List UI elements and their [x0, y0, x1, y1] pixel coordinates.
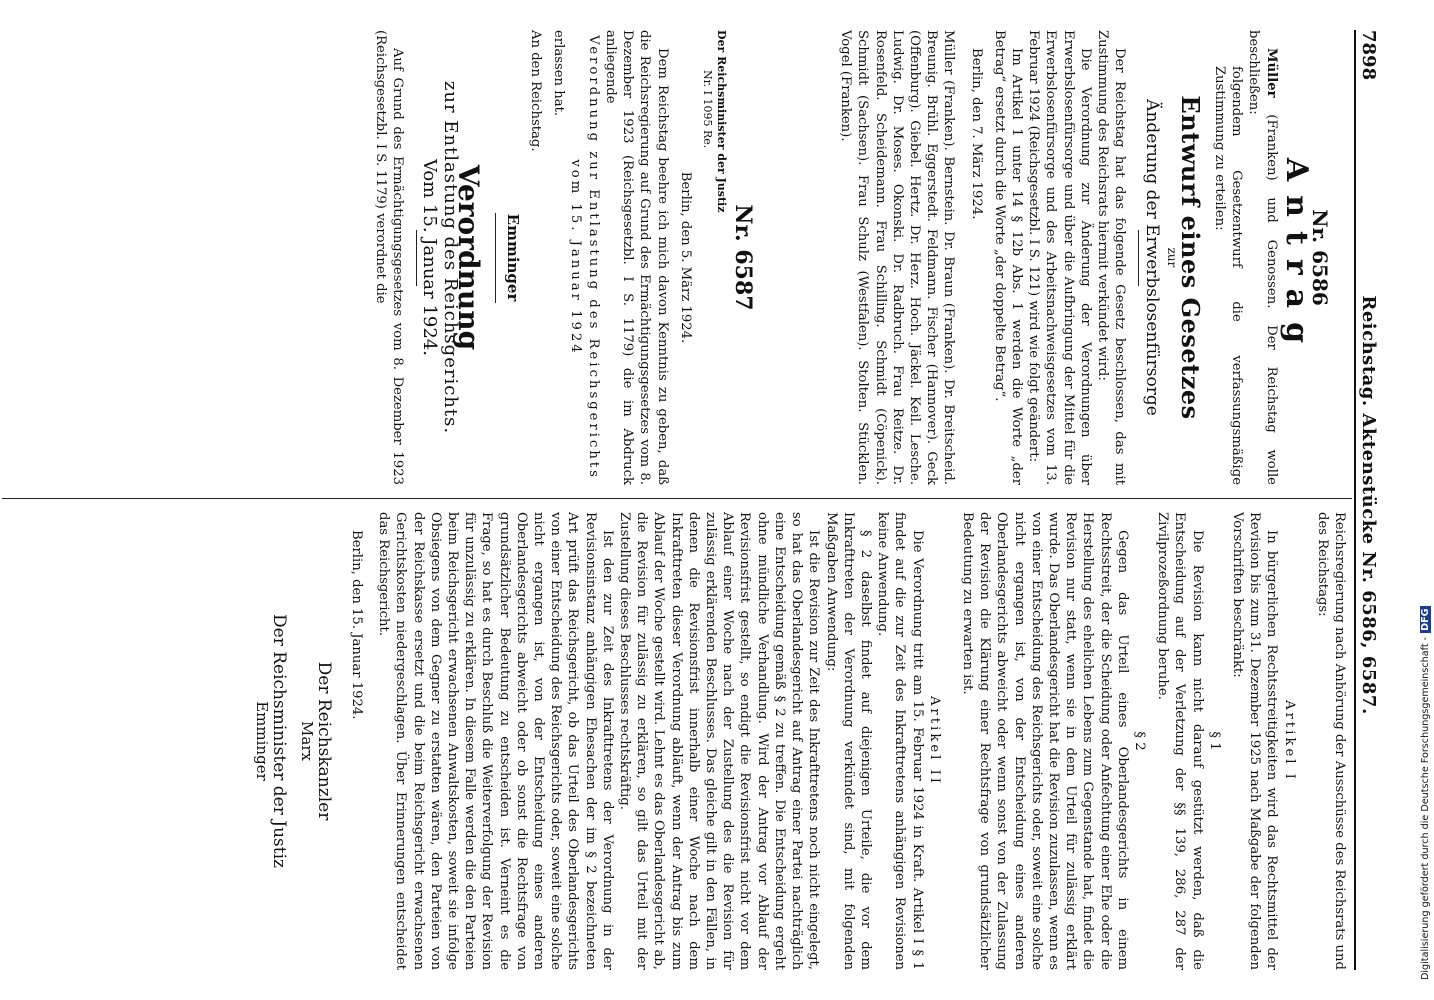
digitization-note — [1420, 20, 1432, 980]
artikel-1-heading: Artikel I — [1281, 700, 1297, 782]
paragraph-4: Dem Reichstag beehre ich mich davon Kenntnis zu geben, daß die Reichsregierung auf Grund des Ermächtigungsgesetzes vom 8. Dezember 1923 (Reichsgesetzbl. I S. 1179) die im Abdruck anliegende — [602, 30, 670, 485]
verordnung-date: Vom 15. Januar 1924. — [419, 158, 441, 357]
header-rule — [1354, 30, 1356, 970]
signature-rule — [495, 213, 496, 303]
paragraph-3: Im Artikel 1 unter 14 § 12b Abs. 1 werden die Worte „der Betrag“ ersetzt durch die Worte „der doppelte Betrag“. — [991, 30, 1024, 485]
signatories: Müller (Franken). Bernstein. Dr. Braun (Franken). Dr. Breitscheid. Breunig. Brühl. Eggerstedt. Feldmann. Fischer (Hannover). Geck (Offenburg). Giebel. Hertz. Dr. Herz. Hoch. Jäckel. Keil. Lesche. Ludwig. Dr. Moses. Okonski. Dr. Radbruch. Frau Reitze. Dr. Rosenfeld. Scheidemann. Frau Schilling. Schmidt (Cöpenick). Schmidt (Sachsen). Frau Schulz (Westfalen). Stolten. Stücklen. Vogel (Franken). — [838, 30, 957, 485]
running-title: Reichstag. Aktenstücke Nr. 6586, 6587. — [1358, 295, 1379, 715]
artikel-2-heading: Artikel II — [926, 696, 942, 786]
section-rule — [1138, 230, 1139, 286]
section-2-heading: § 2 — [1131, 731, 1147, 751]
paragraph-1: Der Reichstag hat das folgende Gesetz beschlossen, das mit Zustimmung des Reichsrats hiermit verkündet wird: — [1094, 30, 1128, 485]
justice-minister-title: Der Reichsminister der Justiz — [269, 614, 290, 868]
verordnung-subtitle: zur Entlastung des Reichsgerichts. — [440, 80, 462, 435]
chancellor-name: Marx — [297, 721, 316, 761]
place-date-2: Berlin, den 5. März 1924. — [677, 171, 693, 344]
right-column — [253, 512, 1348, 970]
digitization-text: Digitalisierung gefördert durch die Deutsche Forschungsgemeinschaft - — [1420, 636, 1431, 980]
dfg-logo: DFG — [1420, 608, 1431, 631]
reference-number: Nr. I 1095 Re. — [700, 70, 714, 149]
artikel-2-paragraph-3: Ist die Revision zur Zeit des Inkrafttretens noch nicht eingelegt, so hat das Oberlandesgericht auf Antrag einer Partei nachträglich eine Entscheidung gemäß § 2 zu treffen. Die Entscheidung ergeht ohne mündliche Verhandlung. Wird der Antrag vor Ablauf der Revisionsfrist gestellt, so endigt die Revisionsfrist nicht vor dem Ablauf einer Woche nach der Zustellung des die Revision für zulässig erklärenden Beschlusses. Das gleiche gilt in den Fällen, in denen die Revisionsfrist innerhalb einer Woche nach dem Inkrafttreten dieser Verordnung abläuft, wenn der Antrag bis zum Ablauf der Woche gestellt wird. Lehnt es das Oberlandesgericht ab, die Revision für zulässig zu erklären, so gilt das Urteil mit der Zustellung dieses Beschlusses rechtskräftig. — [617, 512, 822, 970]
request-text: folgendem Gesetzentwurf die verfassungsmäßige Zustimmung zu erteilen: — [1211, 66, 1245, 485]
justice-minister-name: Emminger — [253, 701, 272, 781]
document-number-6587: Nr. 6587 — [729, 204, 756, 311]
signer-name: Emminger — [503, 213, 522, 302]
place-date: Berlin, den 7. März 1924. — [968, 48, 984, 220]
chancellor-title: Der Reichskanzler — [313, 661, 334, 821]
page-number: 7898 — [1358, 30, 1379, 81]
intro-text: (Franken) und Genossen. Der Reichstag wolle beschließen: — [1246, 30, 1279, 485]
entwurf-heading: Entwurf eines Gesetzes — [1175, 95, 1205, 420]
zur-text: zur — [1164, 247, 1179, 268]
right-intro: Reichsregierung nach Anhörung der Ausschüsse des Reichsrats und des Reichstags: — [1314, 512, 1347, 970]
section-2-text: Gegen das Urteil eines Oberlandesgerichts in einem Rechtsstreit, der die Scheidung oder Anfechtung einer Ehe oder die Herstellung des ehelichen Lebens zum Gegenstande hat, findet die Revision nur statt, wenn sie in dem Urteil für zulässig erklärt wurde. Das Oberlandesgericht hat die Revision zuzulassen, wenn es von einer Entscheidung des Reichsgerichts oder, soweit eine solche nicht ergangen ist, von der Entscheidung eines anderen Oberlandesgerichts abweicht oder wenn sonst von der Zulassung der Revision die Klärung einer Rechtsfrage von grundsätzlicher Bedeutung zu erwarten ist. — [959, 512, 1130, 970]
minister-title: Der Reichsminister der Justiz — [714, 30, 728, 213]
intro-paragraph — [1245, 30, 1279, 485]
verordnung-heading: Verordnung — [451, 164, 485, 351]
right-place-date: Berlin, den 15. Januar 1924. — [349, 530, 365, 720]
page-header — [1358, 30, 1394, 970]
paragraph-7: Auf Grund des Ermächtigungsgesetzes vom 8. Dezember 1923 (Reichsgesetzbl. I S. 1179) verordnet die — [372, 30, 406, 485]
artikel-1-text: In bürgerlichen Rechtsstreitigkeiten wird das Rechtsmittel der Revision bis zum 31. Dezember 1925 nach Maßgabe der folgenden Vorschriften beschränkt: — [1229, 512, 1280, 970]
artikel-2-paragraph-2: § 2 daselbst findet auf diejenigen Urteile, die vor dem Inkrafttreten der Verordnung verkündet sind, mit folgenden Maßgaben Anwendung: — [823, 512, 873, 970]
verordnung-rule — [416, 230, 417, 286]
left-column — [372, 30, 1348, 485]
intro-name: Müller — [1263, 48, 1279, 98]
paragraph-2: Die Verordnung zur Änderung der Verordnungen über Erwerbslosenfürsorge und über die Aufbringung der Mittel für die Erwerbslosenfürsorge und des Arbeitsnachweisgesetzes vom 13. Februar 1924 (Reichsgesetzbl. I S. 121) wird wie folgt geändert: — [1026, 30, 1093, 485]
document-number-6586: Nr. 6586 — [1308, 209, 1332, 306]
rotated-scan — [10, 0, 1400, 1000]
addressee: An den Reichstag. — [528, 30, 544, 152]
section-1-heading: § 1 — [1206, 731, 1222, 751]
law-subject: Änderung der Erwerbslosenfürsorge — [1142, 99, 1163, 416]
section-1-text: Die Revision kann nicht darauf gestützt werden, daß die Entscheidung auf der Verletzung der §§ 139, 286, 287 der Zivilprozeßordnung beruhe. — [1155, 512, 1205, 970]
paragraph-5: Verordnung zur Entlastung des Reichsgerichts vom 15. Januar 1924 — [568, 35, 601, 480]
paragraph-6: erlassen hat. — [551, 30, 567, 117]
antrag-heading: Antrag — [1278, 157, 1314, 358]
column-divider — [2, 498, 1352, 499]
artikel-2-paragraph-4: Ist den zur Zeit des Inkrafttretens der Verordnung in der Revisionsinstanz anhängigen Ehesachen der im § 2 bezeichneten Art prüft das Reichsgericht, ob das Urteil des Oberlandesgerichts von einer Entscheidung des Reichsgerichts oder, soweit eine solche nicht ergangen ist, von der Entscheidung eines anderen Oberlandesgerichts abweicht oder ob sonst die Rechtsfrage von grundsätzlicher Bedeutung zu entscheiden ist. Verneint es die Frage, so hat es durch Beschluß die Weiterverfolgung der Revision für unzulässig zu erklären. In diesem Falle werden die den Parteien beim Reichsgericht erwachsenen Anwaltskosten, soweit sie infolge Obsiegens von dem Gegner zu erstatten wären, den Parteien von der Reichskasse ersetzt und die beim Reichsgericht erwachsenen Gerichtskosten niedergeschlagen. Über Erinnerungen entscheidet das Reichsgericht. — [376, 512, 615, 970]
artikel-2-paragraph-1: Die Verordnung tritt am 15. Februar 1924 in Kraft. Artikel I § 1 findet auf die zur Zeit des Inkrafttretens anhängigen Revisionen keine Anwendung. — [875, 512, 925, 970]
